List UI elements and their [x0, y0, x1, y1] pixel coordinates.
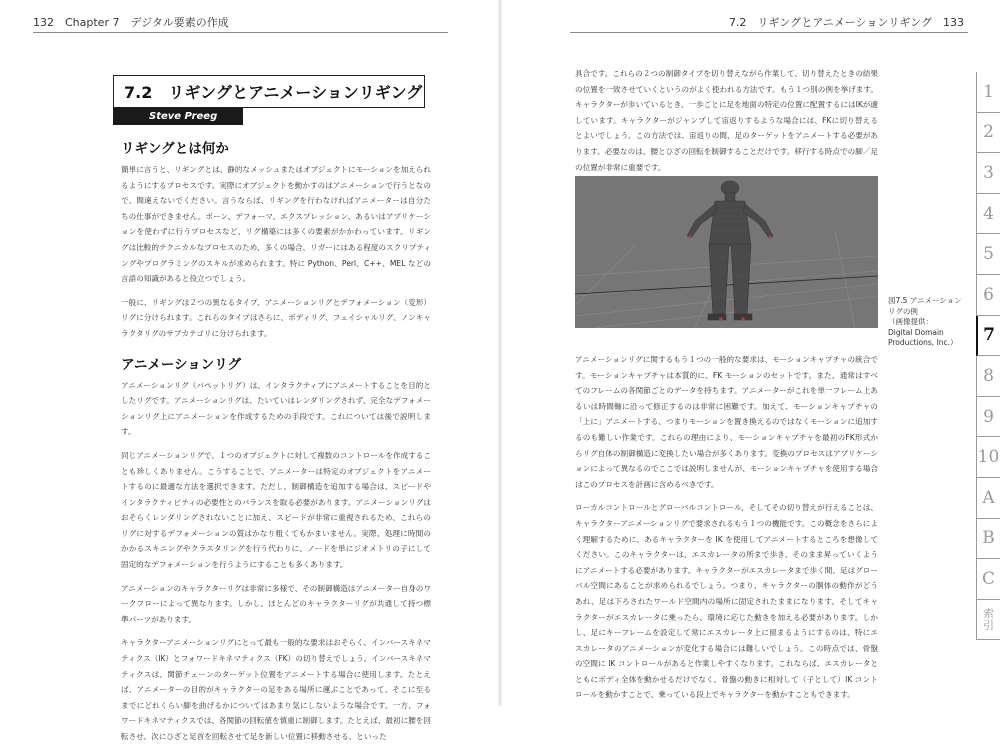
- paragraph: アニメーションリグ（パペットリグ）は、インタラクティブにアニメートすることを目的としたリグです。アニメーションリグは、たいていはレンダリングされず、完全なデフォメーションリグ上にアニメーションを作成するための手段です。これについては後で説明します。: [121, 380, 431, 437]
- author-name: Steve Preeg: [113, 108, 243, 125]
- caption-label: 図7.5: [888, 296, 908, 305]
- right-running-header: 7.2 リギングとアニメーションリギング 133: [728, 16, 964, 29]
- paragraph: 一般に、リギングは２つの異なるタイプ、アニメーションリグとデフォメーション（変形）リグに分けられます。これらのタイプはさらに、ボディリグ、フェイシャルリグ、ノンキャラクタリグのサブカテゴリに分けられます。: [121, 297, 431, 338]
- section-title: 7.2 リギングとアニメーションリギング: [113, 75, 425, 108]
- right-column-top: [575, 66, 878, 183]
- chapter-tab-1[interactable]: 1: [976, 72, 1000, 113]
- caption-credit: （画像提供：: [888, 317, 933, 326]
- paragraph: 具合です。これらの２つの制御タイプを切り替えながら作業して、切り替えたときの結果の位置を一致させていくというのがよく使われる方法です。もう１つ別の例を挙げます。キャラクターが歩いているとき、一歩ごとに足を地面の特定の位置に配置するにはIKが適しています。キャラクターがジャンプして宙返りするような場合には、FKに切り替えるとよいでしょう。この方法では、宙返りの間、足のターゲットをアニメートする必要があります。必要なのは、腰とひざの回転を制御することだけです。移行する時点での脚／足の位置が非常に重要です。: [575, 69, 878, 172]
- chapter-tabs: [976, 72, 1000, 640]
- paragraph: ローカルコントロールとグローバルコントロール、そしてその切り替えが行えることは、キャラクターアニメーションリグで要求されるもう１つの機能です。この概念をさらによく理解するために、あるキャラクターを IK を使用してアニメートするところを想像してください。このキャラクターは、エスカレータの所まで歩き、そのまま昇っていくようにアニメートする必要があります。キャラクターがエスカレータまで歩く間、足はグローバル空間にあることが求められるでしょう。つまり、キャラクターの胴体の動作がどうあれ、足は下ろされたワールド空間内の場所に固定されたままになります。そしてキャラクターがエスカレータに乗ったら、環境に応じた動きを加える必要があります。しかし、足にキーフレームを設定して常にエスカレータ上に留まるようにするのは、特にエスカレータのアニメーションが変化する場合には難しいでしょう。この時点では、骨盤の空間に IK コントロールがあると作業しやすくなります。これならば、エスカレータとともにボディ全体を動かせるだけでなく、骨盤の動きに相対して（子として）IK コントロールを動かすことで、乗っている段上でキャラクターを動かすこともできます。: [575, 503, 878, 700]
- left-header-rule: [33, 32, 448, 33]
- chapter-tab-8[interactable]: 8: [976, 356, 1000, 397]
- chapter-tab-2[interactable]: 2: [976, 113, 1000, 154]
- paragraph: キャラクターアニメーションリグにとって最も一般的な要求はおそらく、インバースキネマティクス（IK）とフォワードキネマティクス（FK）の切り替えでしょう。インバースキネマティクスは、関節チェーンのターゲット位置をアニメートする場合に使用します。たとえば、アニメーターの目的がキャラクターの足をある場所に運ぶことであって、そこに至るまでにどれくらい脚を曲げるかについてはあまり気にしないような場合です。一方、フォワードキネマティクスでは、各関節の回転値を慎重に制御します。たとえば、最初に腰を回転させ、次にひざと足首を回転させて足を新しい位置に移動させる、といった: [121, 638, 431, 741]
- paragraph: アニメーションリグに関するもう１つの一般的な要求は、モーションキャプチャの統合です。モーションキャプチャは本質的に、FK モーションのセットです。また、通常はすべてのフレームの各関節ごとのデータを持ちます。アニメーターがこれを単一フレーム上あるいは時間軸に沿って修正するのは非常に困難です。加えて、モーションキャプチャの「上に」アニメートする、つまりモーションを置き換えるのではなくモーションに追加するのも難しい作業です。これらの理由により、モーションキャプチャを最初のFK形式からリグ自体の制御構造に変換したい場合が多くあります。変換のプロセスはアプリケーションによって異なるのでここでは説明しませんが、モーションキャプチャを使用する場合はこのプロセスを計画に含めるべきです。: [575, 355, 878, 489]
- right-column-bottom: [575, 352, 878, 711]
- left-column: [121, 136, 431, 753]
- heading-what-is-rigging: リギングとは何か: [121, 141, 229, 157]
- book-gutter: [498, 0, 502, 706]
- chapter-tab-10[interactable]: 10: [976, 437, 1000, 478]
- chapter-tab-7[interactable]: 7: [976, 316, 1000, 357]
- index-tab-char-2: 引: [983, 618, 994, 632]
- figure-animation-rig-image: [575, 176, 878, 328]
- index-tab[interactable]: [976, 600, 1000, 641]
- paragraph: 同じアニメーションリグで、１つのオブジェクトに対して複数のコントロールを作成することも珍しくありません。こうすることで、アニメーターは特定のオブジェクトをアニメートするのに最適な方法を選択できます。ただし、制御構造を追加する場合は、スピードやインタラクティビティの必要性とのバランスを取る必要があります。アニメーションリグはおそらくレンダリングされないことに加え、スピードが非常に重視されるため、これらのリグに対するデフォメーションの質はかなり粗くてもかまいません。実際、処理に時間のかかるスキニングやクラスタリングを行う代わりに、ノードを単にジオメトリの子にして固定的なデフォメーションを行うようにすることも多くあります。: [121, 450, 431, 570]
- right-header-rule: [570, 32, 968, 33]
- paragraph: アニメーションのキャラクターリグは非常に多様で、その制御構造はアニメーター自身のワークフローによって異なります。しかし、ほとんどのキャラクターリグが共通して持つ標準パーツがあります。: [121, 583, 431, 624]
- heading-animation-rig: アニメーションリグ: [121, 356, 242, 373]
- chapter-tab-9[interactable]: 9: [976, 397, 1000, 438]
- rigged-character-illustration: [575, 176, 878, 328]
- appendix-tab-b[interactable]: B: [976, 519, 1000, 560]
- caption-credit-name: Digital Domain Productions, Inc.）: [888, 327, 958, 347]
- paragraph: 簡単に言うと、リギングとは、静的なメッシュまたはオブジェクトにモーションを加えられるようにするプロセスです。実際にオブジェクトを動かすのはアニメーションで行うとなので、間違えないでください。言うならば、リギングを行わなければアニメーターは自分たちの仕事ができません。ボーン、デフォーマ、エクスプレッション、あるいはアプリケーションを使わずに行うプロセスなど、リグ構築には多くの要素がかかわっています。リギングは比較的テクニカルなプロセスのため、多くの場合、リガーにはある程度のスクリプティングやプログラミングのスキルが求められます。特に Python、Perl、C++、MEL などの言語の知識があると役立つでしょう。: [121, 165, 431, 284]
- appendix-tab-a[interactable]: A: [976, 478, 1000, 519]
- left-running-header: 132 Chapter 7 デジタル要素の作成: [33, 16, 229, 29]
- chapter-tab-4[interactable]: 4: [976, 194, 1000, 235]
- caption-title: アニメーションリグの例: [888, 296, 962, 316]
- chapter-tab-5[interactable]: 5: [976, 234, 1000, 275]
- appendix-tab-c[interactable]: C: [976, 559, 1000, 600]
- index-tab-char-1: 索: [983, 606, 994, 620]
- figure-caption: [888, 296, 968, 349]
- chapter-tab-3[interactable]: 3: [976, 153, 1000, 194]
- chapter-tab-6[interactable]: 6: [976, 275, 1000, 316]
